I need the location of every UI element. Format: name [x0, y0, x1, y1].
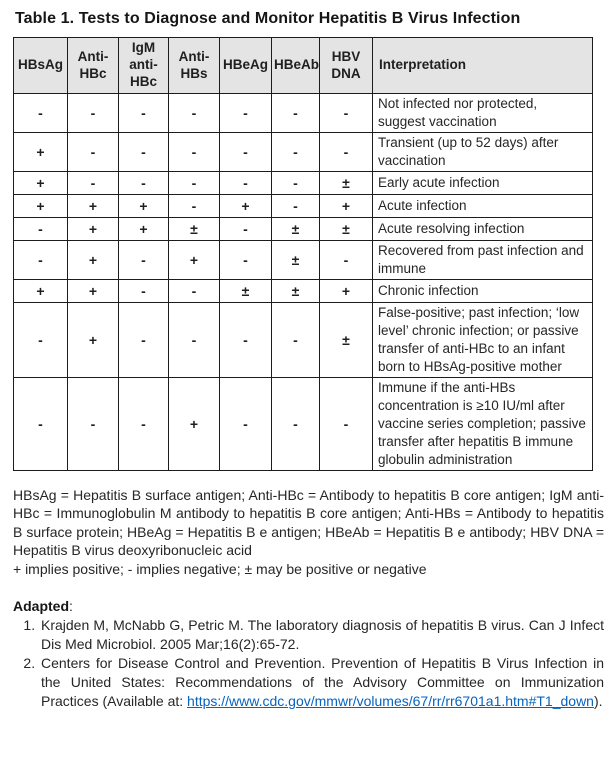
result-cell: -: [14, 303, 68, 378]
result-cell: -: [14, 241, 68, 280]
column-header-interpretation: Interpretation: [373, 38, 593, 94]
column-header-hbsag: HBsAg: [14, 38, 68, 94]
result-cell: +: [220, 195, 272, 218]
result-cell: +: [119, 218, 169, 241]
result-cell: -: [169, 94, 220, 133]
result-cell: ±: [320, 218, 373, 241]
table-row: [14, 378, 593, 471]
result-cell: -: [220, 94, 272, 133]
result-cell: -: [119, 378, 169, 471]
result-cell: -: [272, 303, 320, 378]
table-row: [14, 218, 593, 241]
interpretation-cell: False-positive; past infection; ‘low level’ chronic infection; or passive transfer of anti-HBc to an infant born to HBsAg-positive mother: [373, 303, 593, 378]
column-header-hbeag: HBeAg: [220, 38, 272, 94]
result-cell: -: [68, 378, 119, 471]
reference-list: [13, 616, 604, 711]
interpretation-cell: Immune if the anti-HBs concentration is ≥10 IU/ml after vaccine series completion; passive transfer after hepatitis B immune globulin administration: [373, 378, 593, 471]
cdc-link[interactable]: https://www.cdc.gov/mmwr/volumes/67/rr/rr6701a1.htm#T1_down: [187, 693, 594, 710]
result-cell: +: [68, 280, 119, 303]
reference-text: Centers for Disease Control and Prevention. Prevention of Hepatitis B Virus Infection in the United States: Recommendations of the Advisory Committee on Immunization Practices (Available at:: [41, 655, 604, 710]
result-cell: ±: [272, 241, 320, 280]
result-cell: -: [119, 172, 169, 195]
abbreviations-note: HBsAg = Hepatitis B surface antigen; Anti-HBc = Antibody to hepatitis B core antigen; IgM anti-HBc = Immunoglobulin M antibody to hepatitis B core antigen; Anti-HBs = Antibody to hepatitis B surface protein; HBeAg = Hepatitis B e antigen; HBeAb = Hepatitis B e antibody; HBV DNA = Hepatitis B virus deoxyribonucleic acid: [13, 487, 604, 559]
interpretation-cell: Acute infection: [373, 195, 593, 218]
result-cell: -: [14, 378, 68, 471]
result-cell: -: [169, 133, 220, 172]
result-cell: -: [169, 195, 220, 218]
result-cell: -: [320, 94, 373, 133]
column-header-hbeab: HBeAb: [272, 38, 320, 94]
result-cell: -: [272, 195, 320, 218]
result-cell: ±: [272, 218, 320, 241]
result-cell: -: [14, 218, 68, 241]
adapted-heading-colon: :: [69, 598, 73, 615]
table-row: [14, 241, 593, 280]
interpretation-cell: Chronic infection: [373, 280, 593, 303]
adapted-heading: [13, 597, 604, 616]
adapted-section: [13, 597, 604, 711]
result-cell: ±: [272, 280, 320, 303]
column-header-anti-hbs: Anti-HBs: [169, 38, 220, 94]
result-cell: +: [169, 241, 220, 280]
result-cell: -: [14, 94, 68, 133]
result-cell: -: [320, 241, 373, 280]
result-cell: +: [320, 280, 373, 303]
reference-text: ).: [593, 693, 603, 710]
result-cell: -: [119, 241, 169, 280]
result-cell: -: [220, 172, 272, 195]
reference-text: Krajden M, McNabb G, Petric M. The laboratory diagnosis of hepatitis B virus. Can J Infect Dis Med Microbiol. 2005 Mar;16(2):65-72.: [41, 617, 604, 653]
result-cell: +: [119, 195, 169, 218]
result-cell: -: [272, 94, 320, 133]
column-header-anti-hbc: Anti-HBc: [68, 38, 119, 94]
table-row: [14, 303, 593, 378]
result-cell: -: [119, 280, 169, 303]
column-header-hbv-dna: HBV DNA: [320, 38, 373, 94]
column-header-igm-anti-hbc: IgM anti-HBc: [119, 38, 169, 94]
result-cell: +: [14, 195, 68, 218]
result-cell: +: [14, 133, 68, 172]
result-cell: -: [169, 172, 220, 195]
result-cell: +: [169, 378, 220, 471]
table-row: [14, 280, 593, 303]
table-body: [14, 94, 593, 471]
interpretation-cell: Not infected nor protected, suggest vaccination: [373, 94, 593, 133]
result-cell: -: [220, 218, 272, 241]
result-cell: +: [14, 172, 68, 195]
table-row: [14, 195, 593, 218]
table-row: [14, 94, 593, 133]
interpretation-cell: Transient (up to 52 days) after vaccination: [373, 133, 593, 172]
result-cell: +: [68, 218, 119, 241]
result-cell: -: [119, 133, 169, 172]
reference-item: [39, 616, 604, 654]
result-cell: -: [68, 133, 119, 172]
result-cell: -: [272, 378, 320, 471]
result-cell: ±: [220, 280, 272, 303]
result-cell: -: [220, 133, 272, 172]
result-cell: -: [169, 303, 220, 378]
reference-item: [39, 654, 604, 711]
result-cell: -: [272, 172, 320, 195]
result-cell: -: [220, 303, 272, 378]
footnotes: [13, 486, 604, 578]
result-cell: +: [14, 280, 68, 303]
result-cell: -: [220, 378, 272, 471]
result-cell: +: [320, 195, 373, 218]
result-cell: -: [220, 241, 272, 280]
result-cell: +: [68, 303, 119, 378]
result-cell: -: [68, 94, 119, 133]
table-row: [14, 133, 593, 172]
adapted-heading-label: Adapted: [13, 598, 69, 615]
table-row: [14, 172, 593, 195]
interpretation-cell: Recovered from past infection and immune: [373, 241, 593, 280]
table-title: Table 1. Tests to Diagnose and Monitor Hepatitis B Virus Infection: [15, 10, 521, 27]
result-cell: -: [119, 303, 169, 378]
result-cell: ±: [320, 303, 373, 378]
hbv-tests-table: [13, 37, 593, 471]
result-cell: -: [169, 280, 220, 303]
table-header-row: [14, 38, 593, 94]
result-cell: -: [119, 94, 169, 133]
interpretation-cell: Acute resolving infection: [373, 218, 593, 241]
symbols-note: + implies positive; - implies negative; ± may be positive or negative: [13, 560, 427, 577]
result-cell: ±: [320, 172, 373, 195]
result-cell: ±: [169, 218, 220, 241]
result-cell: -: [68, 172, 119, 195]
result-cell: -: [320, 133, 373, 172]
interpretation-cell: Early acute infection: [373, 172, 593, 195]
result-cell: +: [68, 195, 119, 218]
result-cell: -: [320, 378, 373, 471]
result-cell: -: [272, 133, 320, 172]
result-cell: +: [68, 241, 119, 280]
